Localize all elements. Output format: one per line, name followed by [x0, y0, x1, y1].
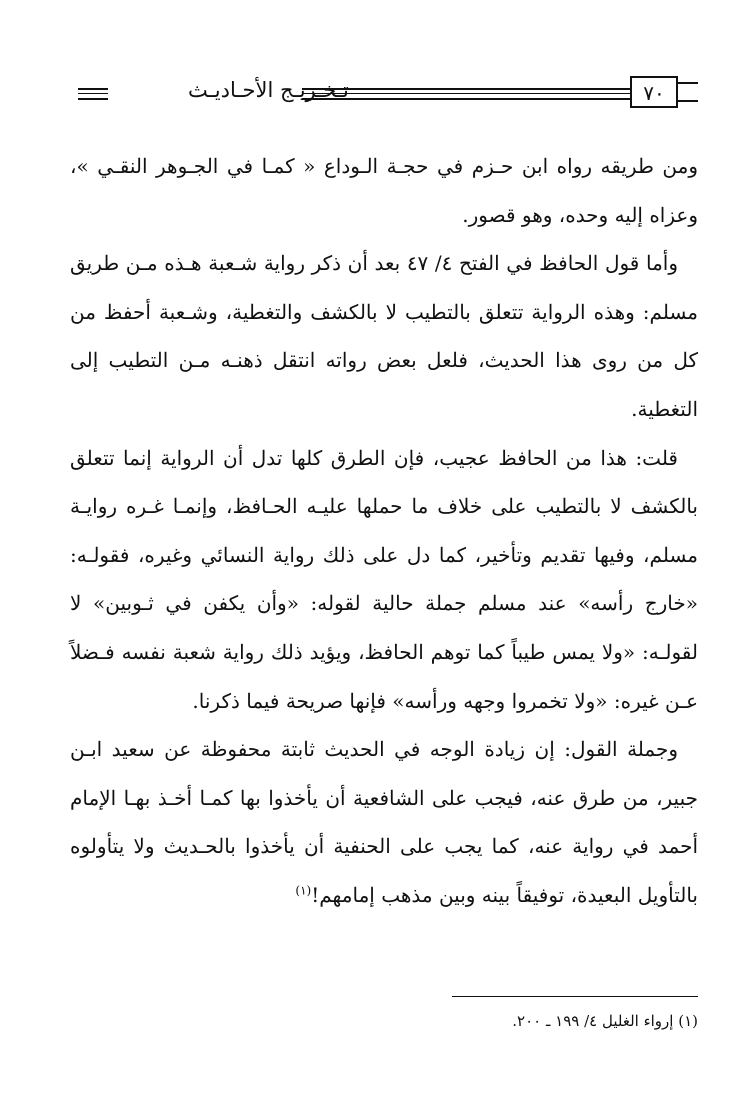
- header-rule-left-bottom: [78, 98, 108, 100]
- page-number: ٧٠: [630, 76, 678, 108]
- header-rule-long-mid: [302, 93, 630, 94]
- header-rule-left-mid: [78, 93, 108, 94]
- page-header: [70, 74, 698, 114]
- paragraph-4-text: وجملة القول: إن زيادة الوجه في الحديث ثابتة محفوظة عن سعيد ابـن جبير، من طرق عنه، فيجب على الشافعية أن يأخذوا بها كمـا أخـذ بهـا الإمام أحمد في رواية عنه، كما يجب على الحنفية أن يأخذوا بالحـديث ولا يتأولوه بالتأويل البعيدة، توفيقاً بينه وبين مذهب إمامهم!: [70, 737, 698, 907]
- header-rule-long-top: [302, 88, 630, 90]
- paragraph-3: قلت: هذا من الحافظ عجيب، فإن الطرق كلها تدل أن الرواية إنما تتعلق بالكشف لا بالتطيب على خلاف ما حملها عليـه الحـافظ، وإنمـا غـره روايـة مسلم، وفيها تقديم وتأخير، كما دل على ذلك رواية النسائي وغيره، فقولـه: «خارج رأسه» عند مسلم جملة حالية لقوله: «وأن يكفن في ثـوبين» لا لقولـه: «ولا يمس طيباً كما توهم الحافظ، ويؤيد ذلك رواية شعبة نفسه فـضلاً عـن غيره: «ولا تخمروا وجهه ورأسه» فإنها صريحة فيما ذكرنا.: [70, 445, 698, 713]
- header-rule-long-bottom: [302, 98, 630, 100]
- paragraph-1: ومن طريقه رواه ابن حـزم في حجـة الـوداع « كمـا في الجـوهر النقـي »، وعزاه إليه وحده، وهو قصور.: [70, 154, 698, 227]
- footnote: (١) إرواء الغليل ٤/ ١٩٩ ـ ٢٠٠.: [512, 1012, 698, 1030]
- page-number-tab: [676, 82, 698, 102]
- main-text: [70, 142, 698, 920]
- paragraph-2: وأما قول الحافظ في الفتح ٤/ ٤٧ بعد أن ذكر رواية شـعبة هـذه مـن طريق مسلم: وهذه الرواية تتعلق بالتطيب لا بالكشف والتغطية، وشـعبة أحفظ من كل من روى هذا الحديث، فلعل بعض رواته انتقل ذهنـه مـن التطيب إلى التغطية.: [70, 251, 698, 421]
- page-title: تـخـريـج الأحـاديـث: [188, 78, 349, 102]
- footnote-marker[interactable]: (١): [295, 883, 312, 898]
- header-rule-left-top: [78, 88, 108, 90]
- paragraph-4: [70, 725, 698, 919]
- footnote-separator: [452, 996, 698, 997]
